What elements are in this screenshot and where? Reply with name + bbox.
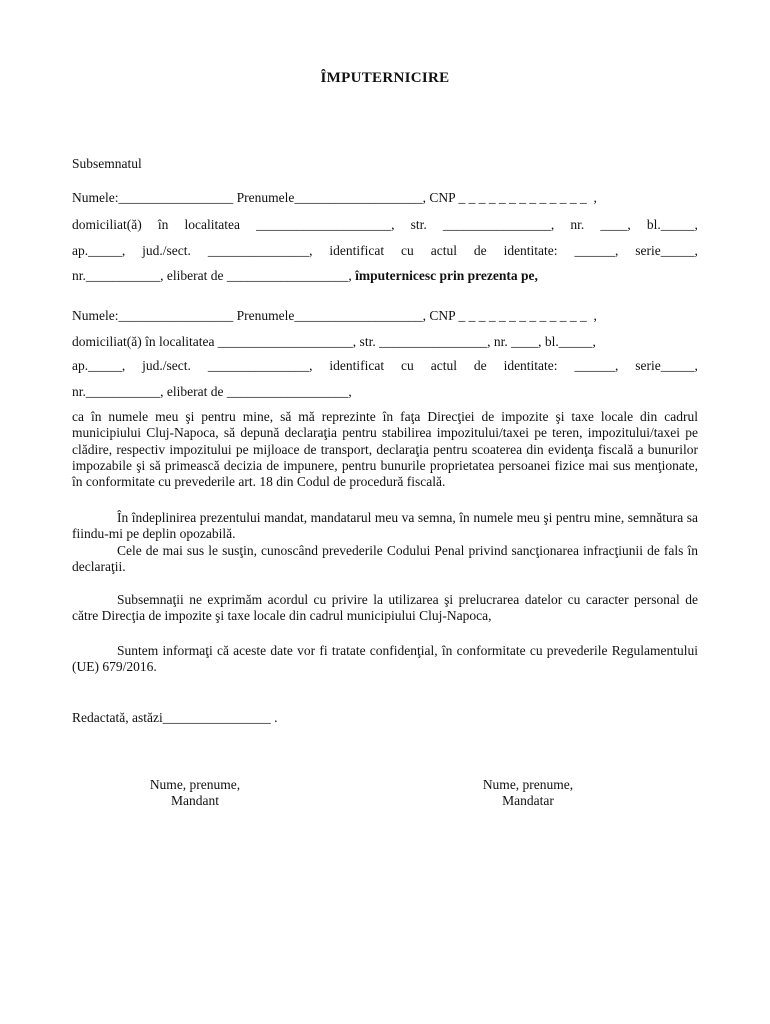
text-word: în — [157, 217, 169, 232]
block2-line3 — [72, 358, 698, 374]
text-word: de — [473, 358, 487, 373]
text-word: jud./sect. — [142, 243, 191, 258]
street-field: ________________, — [442, 217, 555, 232]
apartment-field: ap._____, — [72, 243, 126, 258]
mandatar-signature-block — [428, 777, 628, 809]
document-title: ÎMPUTERNICIRE — [320, 70, 450, 86]
penal-statement-paragraph: Cele de mai sus le susţin, cunoscând prevederile Codului Penal privind sancţionarea infracţiunii de fals în declaraţii. — [72, 543, 698, 575]
mandatar-name-label: Nume, prenume, — [482, 777, 574, 792]
mandatar-role-label: Mandatar — [502, 793, 554, 808]
text-word: identificat — [329, 243, 385, 258]
id-series-field: serie_____, — [635, 358, 698, 373]
county-field: _______________, — [207, 243, 313, 258]
text-word: identitate: — [503, 243, 558, 258]
cnp-field: , CNP _ _ _ _ _ _ _ _ _ _ _ _ _ , — [422, 190, 597, 205]
data-consent-paragraph: Subsemnaţii ne exprimăm acordul cu privire la utilizarea şi prelucrarea datelor cu caracter personal de către Direcţia de impozite şi taxe locale din cadrul municipiului Cluj-Napoca, — [72, 592, 698, 624]
text-word: identitate: — [503, 358, 558, 373]
name-field: Numele:_________________ — [72, 308, 234, 323]
name-field: Numele:_________________ — [72, 190, 234, 205]
text-word: de — [473, 243, 487, 258]
empower-statement: împuternicesc prin prezenta pe, — [355, 268, 538, 283]
text-word: cu — [401, 358, 414, 373]
gdpr-paragraph: Suntem informaţi că aceste date vor fi tratate confidenţial, în conformitate cu prevederile Regulamentului (UE) 679/2016. — [72, 643, 698, 675]
mandate-signature-paragraph: În îndeplinirea prezentului mandat, mandatarul meu va semna, în numele meu şi pentru mine, semnătura sa fiindu-mi pe deplin opozabilă. — [72, 510, 698, 542]
id-series-field: serie_____, — [635, 243, 698, 258]
id-type-field: ______, — [574, 243, 619, 258]
mandant-signature-block — [95, 777, 295, 809]
block1-line4 — [72, 268, 538, 284]
mandant-name-label: Nume, prenume, — [149, 777, 241, 792]
id-number-issuer: nr.___________, eliberat de __________________, — [72, 268, 356, 283]
block2-line2: domiciliat(ă) în localitatea ____________________, str. ________________, nr. ____, bl._____, — [72, 334, 596, 349]
text-word: nr. — [570, 217, 585, 232]
block-field: bl._____, — [646, 217, 698, 232]
locality-field: ____________________, — [256, 217, 395, 232]
text-word: domiciliat(ă) — [72, 217, 142, 232]
text-word: actul — [430, 358, 457, 373]
surname-field: Prenumele___________________ — [236, 190, 423, 205]
apartment-field: ap._____, — [72, 358, 126, 373]
mandant-role-label: Mandant — [171, 793, 219, 808]
mandate-scope-paragraph: ca în numele meu şi pentru mine, să mă reprezinte în faţa Direcţiei de impozite şi taxe locale din cadrul municipiului Cluj-Napoca, să depună declaraţia pentru stabilirea impozitului/taxei pe teren, impozitului/taxei pe clădire, respectiv impozitului pe mijloace de transport, declaraţia pentru scoaterea din evidenţa fiscală a bunurilor impozabile şi să primească decizia de impunere, pentru bunurile proprietatea persoanei fizice mai sus menţionate, în conformitate cu prevederile art. 18 din Codul de procedură fiscală. — [72, 409, 698, 490]
text-word: cu — [401, 243, 414, 258]
intro-label: Subsemnatul — [72, 156, 142, 171]
number-field: ____, — [600, 217, 631, 232]
text-word: localitatea — [184, 217, 240, 232]
text-word: str. — [410, 217, 427, 232]
block2-line1 — [72, 308, 698, 324]
id-type-field: ______, — [574, 358, 619, 373]
block1-line1 — [72, 190, 698, 206]
county-field: _______________, — [207, 358, 313, 373]
surname-field: Prenumele___________________ — [236, 308, 423, 323]
block1-line3 — [72, 243, 698, 259]
text-word: identificat — [329, 358, 385, 373]
block2-line4: nr.___________, eliberat de __________________, — [72, 384, 352, 399]
cnp-field: , CNP _ _ _ _ _ _ _ _ _ _ _ _ _ , — [422, 308, 597, 323]
text-word: actul — [430, 243, 457, 258]
text-word: jud./sect. — [142, 358, 191, 373]
block1-line2 — [72, 217, 698, 233]
date-line: Redactată, astăzi________________ . — [72, 710, 278, 725]
